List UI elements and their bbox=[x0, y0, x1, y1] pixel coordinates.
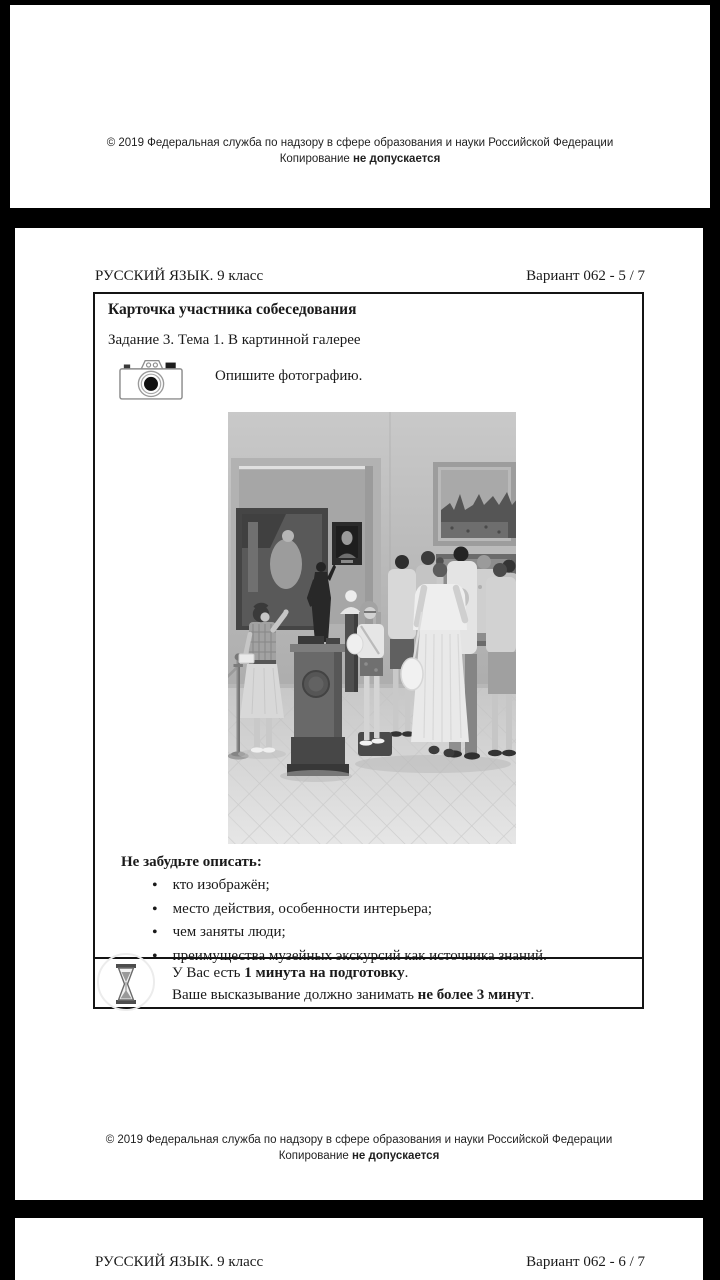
timing-line1: У Вас есть 1 минута на подготовку. bbox=[172, 965, 409, 981]
camera-icon bbox=[119, 358, 183, 404]
hourglass-icon bbox=[114, 964, 138, 1004]
copyright-footer bbox=[15, 1133, 703, 1164]
timing-instructions bbox=[172, 963, 632, 1006]
gallery-photo-drawing bbox=[228, 412, 516, 844]
task-line: Задание 3. Тема 1. В картинной галерее bbox=[108, 332, 361, 348]
copyright-line1: © 2019 Федеральная служба по надзору в сфере образования и науки Российской Федерации bbox=[106, 137, 614, 149]
page-header-variant: Вариант 062 - 5 / 7 bbox=[526, 268, 645, 284]
timing-line2: Ваше высказывание должно занимать не более 3 минут. bbox=[172, 986, 535, 1003]
page-header-subject: РУССКИЙ ЯЗЫК. 9 класс bbox=[95, 1254, 264, 1270]
participant-card bbox=[93, 292, 644, 1009]
copyright-footer bbox=[10, 136, 710, 167]
painting-small-portrait bbox=[332, 522, 362, 565]
checklist-item: • чем заняты люди; bbox=[152, 923, 547, 947]
page-header bbox=[95, 1254, 645, 1271]
page-main-sheet bbox=[15, 228, 703, 1200]
checklist-item: • место действия, особенности интерьера; bbox=[152, 900, 547, 924]
page-next-sheet bbox=[15, 1218, 703, 1280]
copyright-line2: Копирование не допускается bbox=[279, 152, 441, 165]
card-title: Карточка участника собеседования bbox=[108, 301, 357, 318]
painting-cityscape bbox=[433, 462, 516, 546]
page-header bbox=[95, 268, 645, 285]
page-header-variant: Вариант 062 - 6 / 7 bbox=[526, 1254, 645, 1270]
instruction-text: Опишите фотографию. bbox=[215, 368, 363, 384]
checklist-item: • преимущества музейных экскурсий как источника знаний. bbox=[152, 947, 547, 971]
checklist-title: Не забудьте описать: bbox=[121, 854, 262, 870]
copyright-line2: Копирование не допускается bbox=[278, 1149, 440, 1162]
checklist-item: • кто изображён; bbox=[152, 876, 547, 900]
page-previous-sheet bbox=[10, 5, 710, 208]
copyright-line1: © 2019 Федеральная служба по надзору в сфере образования и науки Российской Федерации bbox=[105, 1134, 613, 1146]
checklist bbox=[152, 876, 547, 970]
gallery-photo bbox=[228, 412, 516, 844]
pedestal bbox=[287, 636, 349, 776]
card-section-divider bbox=[93, 957, 644, 959]
page-header-subject: РУССКИЙ ЯЗЫК. 9 класс bbox=[95, 268, 264, 284]
